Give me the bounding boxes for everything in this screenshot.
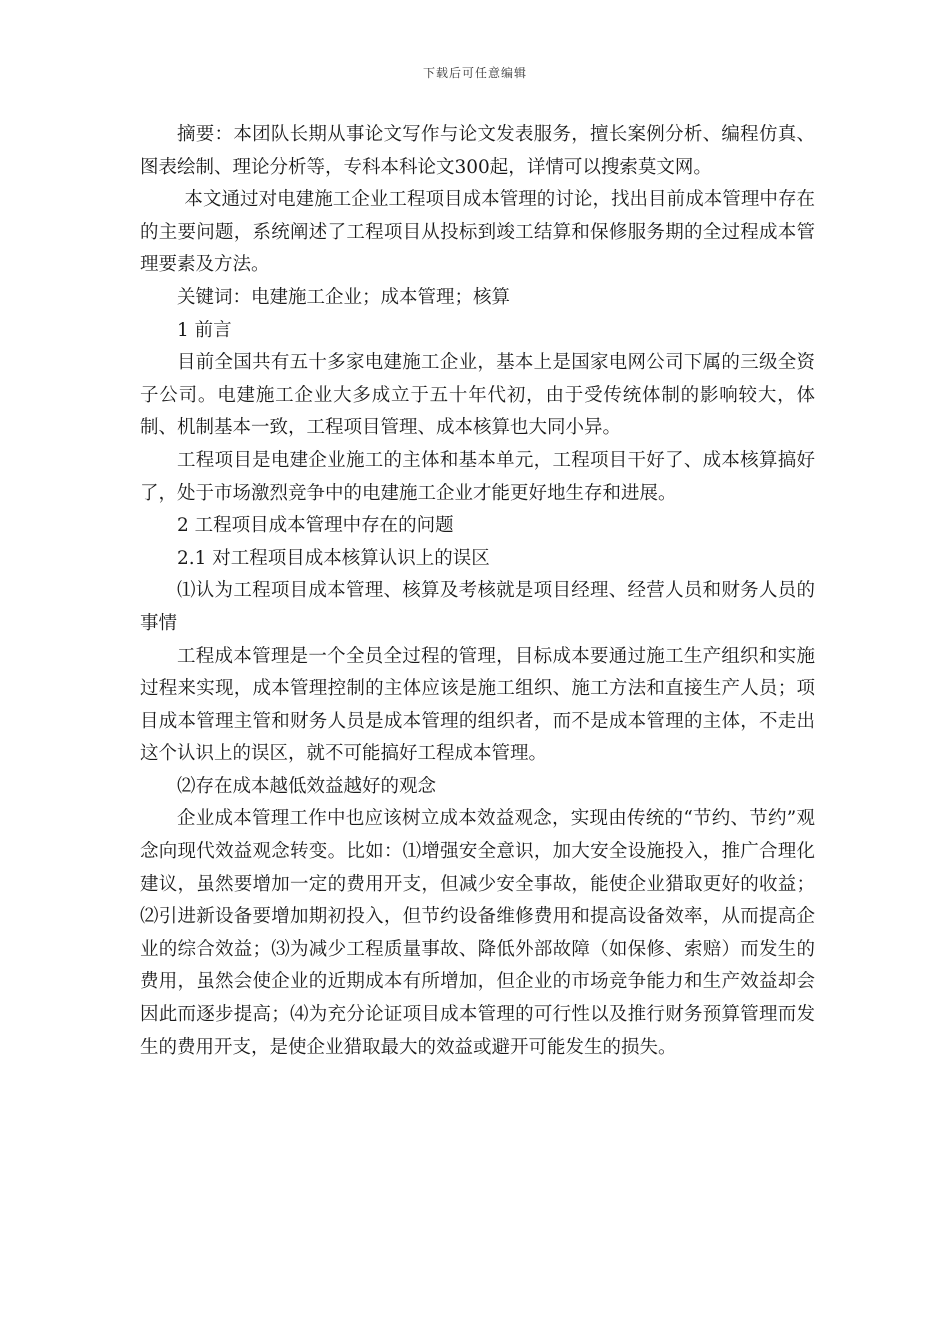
body-paragraph: 企业成本管理工作中也应该树立成本效益观念，实现由传统的“节约、节约”观念向现代效益观念转变。比如：⑴增强安全意识，加大安全设施投入，推广合理化建议，虽然要增加一定的费用开支，但减少安全事故，能使企业猎取更好的收益；⑵引进新设备要增加期初投入，但节约设备维修费用和提高设备效率，从而提高企业的综合效益；⑶为减少工程质量事故、降低外部故障（如保修、索赔）而发生的费用，虽然会使企业的近期成本有所增加，但企业的市场竞争能力和生产效益却会因此而逐步提高；⑷为充分论证项目成本管理的可行性以及推行财务预算管理而发生的费用开支，是使企业猎取最大的效益或避开可能发生的损失。 (140, 808, 815, 1058)
list-item-1: ⑴认为工程项目成本管理、核算及考核就是项目经理、经营人员和财务人员的事情 (140, 580, 815, 634)
body-paragraph: 工程项目是电建企业施工的主体和基本单元，工程项目干好了、成本核算搞好了，处于市场激烈竞争中的电建施工企业才能更好地生存和进展。 (140, 449, 815, 504)
subsection-heading-2-1: 2.1 对工程项目成本核算认识上的误区 (177, 547, 490, 569)
document-body (140, 119, 815, 1064)
body-paragraph: 工程成本管理是一个全员全过程的管理，目标成本要通过施工生产组织和实施过程来实现，成本管理控制的主体应该是施工组织、施工方法和直接生产人员；项目成本管理主管和财务人员是成本管理的组织者，而不是成本管理的主体，不走出这个认识上的误区，就不可能搞好工程成本管理。 (140, 645, 815, 765)
list-item-2: ⑵存在成本越低效益越好的观念 (177, 775, 437, 797)
page-header: 下载后可任意编辑 (422, 66, 527, 80)
section-heading-2: 2 工程项目成本管理中存在的问题 (177, 515, 454, 537)
section-heading-1: 1 前言 (177, 319, 232, 341)
body-paragraph: 目前全国共有五十多家电建施工企业，基本上是国家电网公司下属的三级全资子公司。电建施工企业大多成立于五十年代初，由于受传统体制的影响较大，体制、机制基本一致，工程项目管理、成本核算也大同小异。 (140, 352, 815, 439)
abstract-paragraph: 摘要：本团队长期从事论文写作与论文发表服务，擅长案例分析、编程仿真、图表绘制、理论分析等，专科本科论文300起，详情可以搜索莫文网。 (140, 124, 815, 178)
intro-paragraph: 本文通过对电建施工企业工程项目成本管理的讨论，找出目前成本管理中存在的主要问题，系统阐述了工程项目从投标到竣工结算和保修服务期的全过程成本管理要素及方法。 (140, 189, 815, 276)
keywords-paragraph: 关键词：电建施工企业；成本管理；核算 (177, 286, 511, 308)
